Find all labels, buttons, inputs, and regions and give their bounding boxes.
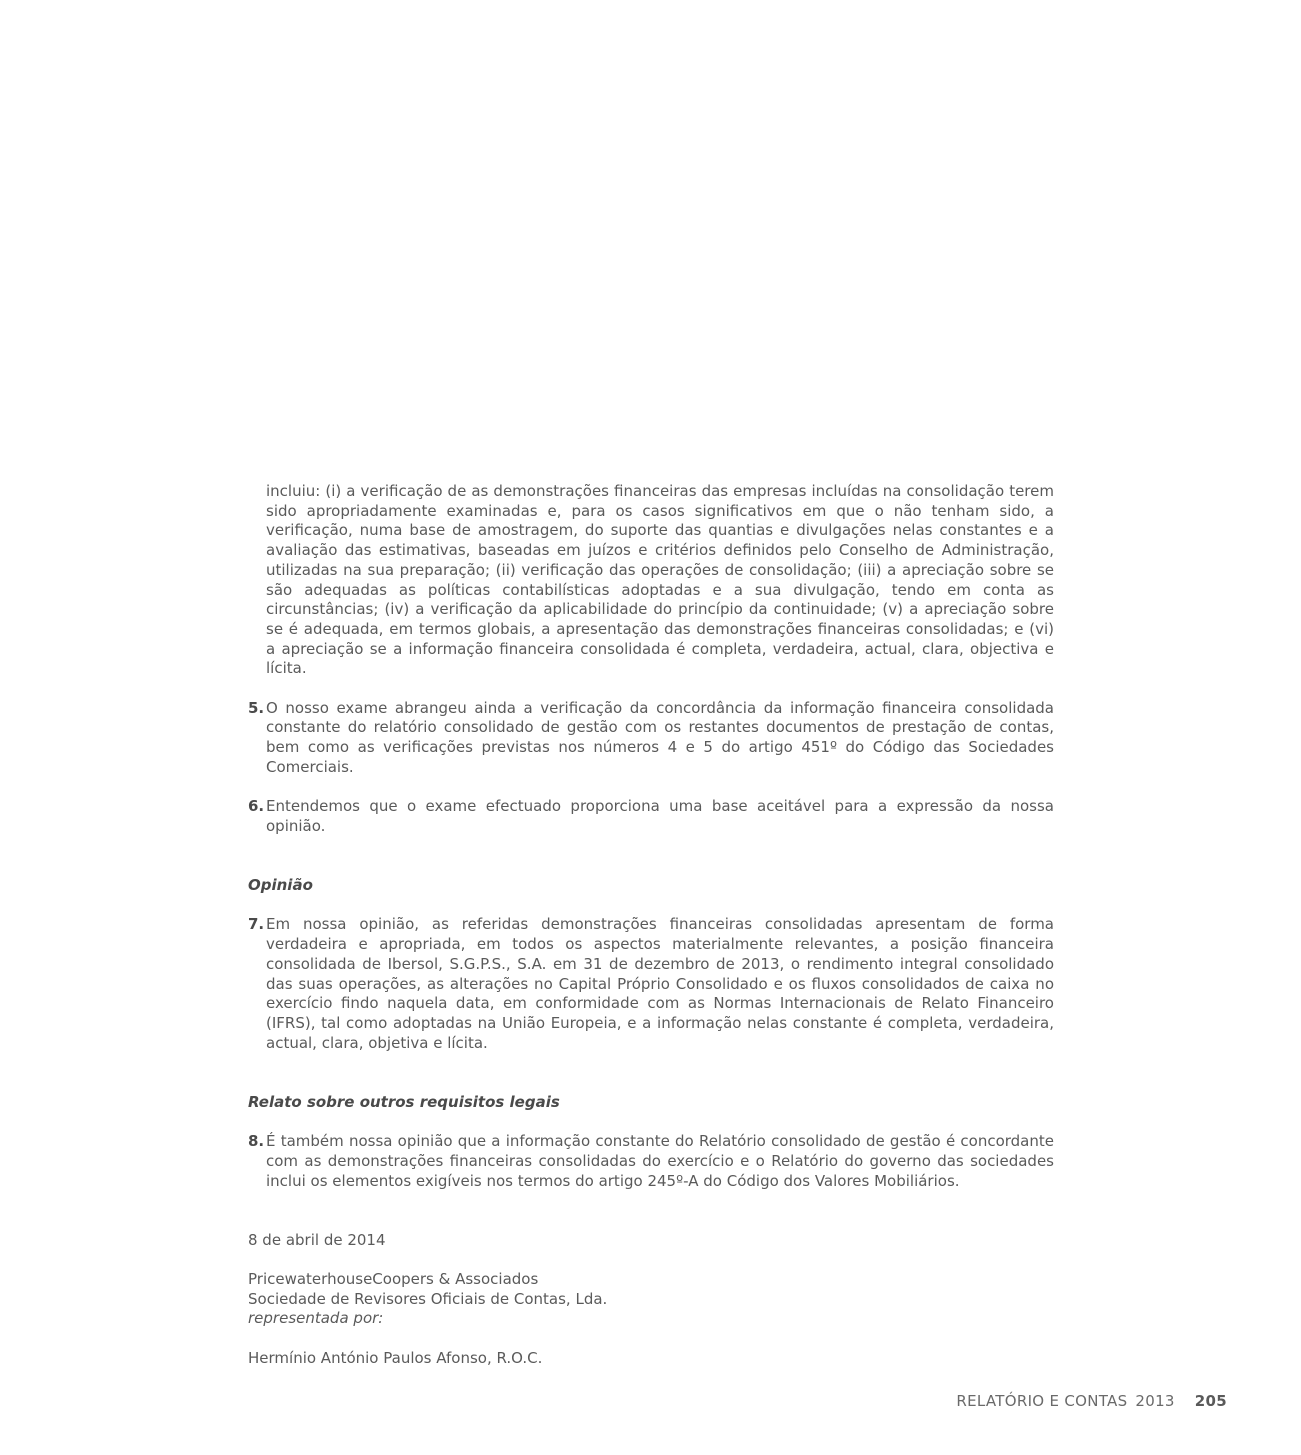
document-body [248,482,1054,1369]
paragraph-text: O nosso exame abrangeu ainda a verificação da concordância da informação financeira consolidada constante do relatório consolidado de gestão com os restantes documentos de prestação de contas, bem como as verificações previstas nos números 4 e 5 do artigo 451º do Código das Sociedades Comerciais. [266,698,1054,776]
signatory-name: Hermínio António Paulos Afonso, R.O.C. [248,1348,543,1367]
paragraph-text: Entendemos que o exame efectuado proporciona uma base aceitável para a expressão da nossa opinião. [266,797,1054,835]
numbered-paragraph-7 [248,915,1054,1053]
numbered-paragraph-6 [248,797,1054,836]
section-heading-relato: Relato sobre outros requisitos legais [248,1092,560,1111]
paragraph-number: 6. [248,797,265,816]
paragraph-number: 8. [248,1132,265,1151]
signature-date: 8 de abril de 2014 [248,1230,386,1249]
page-footer [956,1392,1227,1410]
footer-year: 2013 [1135,1392,1175,1410]
numbered-paragraph-8 [248,1132,1054,1191]
page-number: 205 [1194,1392,1227,1410]
paragraph-text: Em nossa opinião, as referidas demonstrações financeiras consolidadas apresentam de forma verdadeira e apropriada, em todos os aspectos materialmente relevantes, a posição financeira consolidada de Ibersol, S.G.P.S., S.A. em 31 de dezembro de 2013, o rendimento integral consolidado das suas operações, as alterações no Capital Próprio Consolidado e os fluxos consolidados de caixa no exercício findo naquela data, em conformidade com as Normas Internacionais de Relato Financeiro (IFRS), tal como adoptadas na União Europeia, e a informação nelas constante é completa, verdadeira, actual, clara, objetiva e lícita. [266,915,1054,1052]
paragraph-number: 5. [248,698,265,717]
firm-subtitle: Sociedade de Revisores Oficiais de Contas, Lda. [248,1289,608,1308]
firm-name: PricewaterhouseCoopers & Associados [248,1270,539,1288]
paragraph-number: 7. [248,915,265,934]
continued-paragraph: incluiu: (i) a verificação de as demonstrações financeiras das empresas incluídas na consolidação terem sido apropriadamente examinadas e, para os casos significativos em que o não tenham sido, a verificação, numa base de amostragem, do suporte das quantias e divulgações nelas constantes e a avaliação das estimativas, baseadas em juízos e critérios definidos pelo Conselho de Administração, utilizadas na sua preparação; (ii) verificação das operações de consolidação; (iii) a apreciação sobre se são adequadas as políticas contabilísticas adoptadas e a sua divulgação, tendo em conta as circunstâncias; (iv) a verificação da aplicabilidade do princípio da continuidade; (v) a apreciação sobre se é adequada, em termos globais, a apresentação das demonstrações financeiras consolidadas; e (vi) a apreciação se a informação financeira consolidada é completa, verdadeira, actual, clara, objectiva e lícita. [266,482,1054,678]
footer-title: RELATÓRIO E CONTAS [956,1392,1128,1410]
numbered-paragraph-5 [248,699,1054,778]
paragraph-text: É também nossa opinião que a informação constante do Relatório consolidado de gestão é concordante com as demonstrações financeiras consolidadas do exercício e o Relatório do governo das sociedades inclui os elementos exigíveis nos termos do artigo 245º-A do Código dos Valores Mobiliários. [266,1132,1054,1190]
represented-by: representada por: [248,1309,384,1328]
section-heading-opiniao: Opinião [248,876,313,895]
